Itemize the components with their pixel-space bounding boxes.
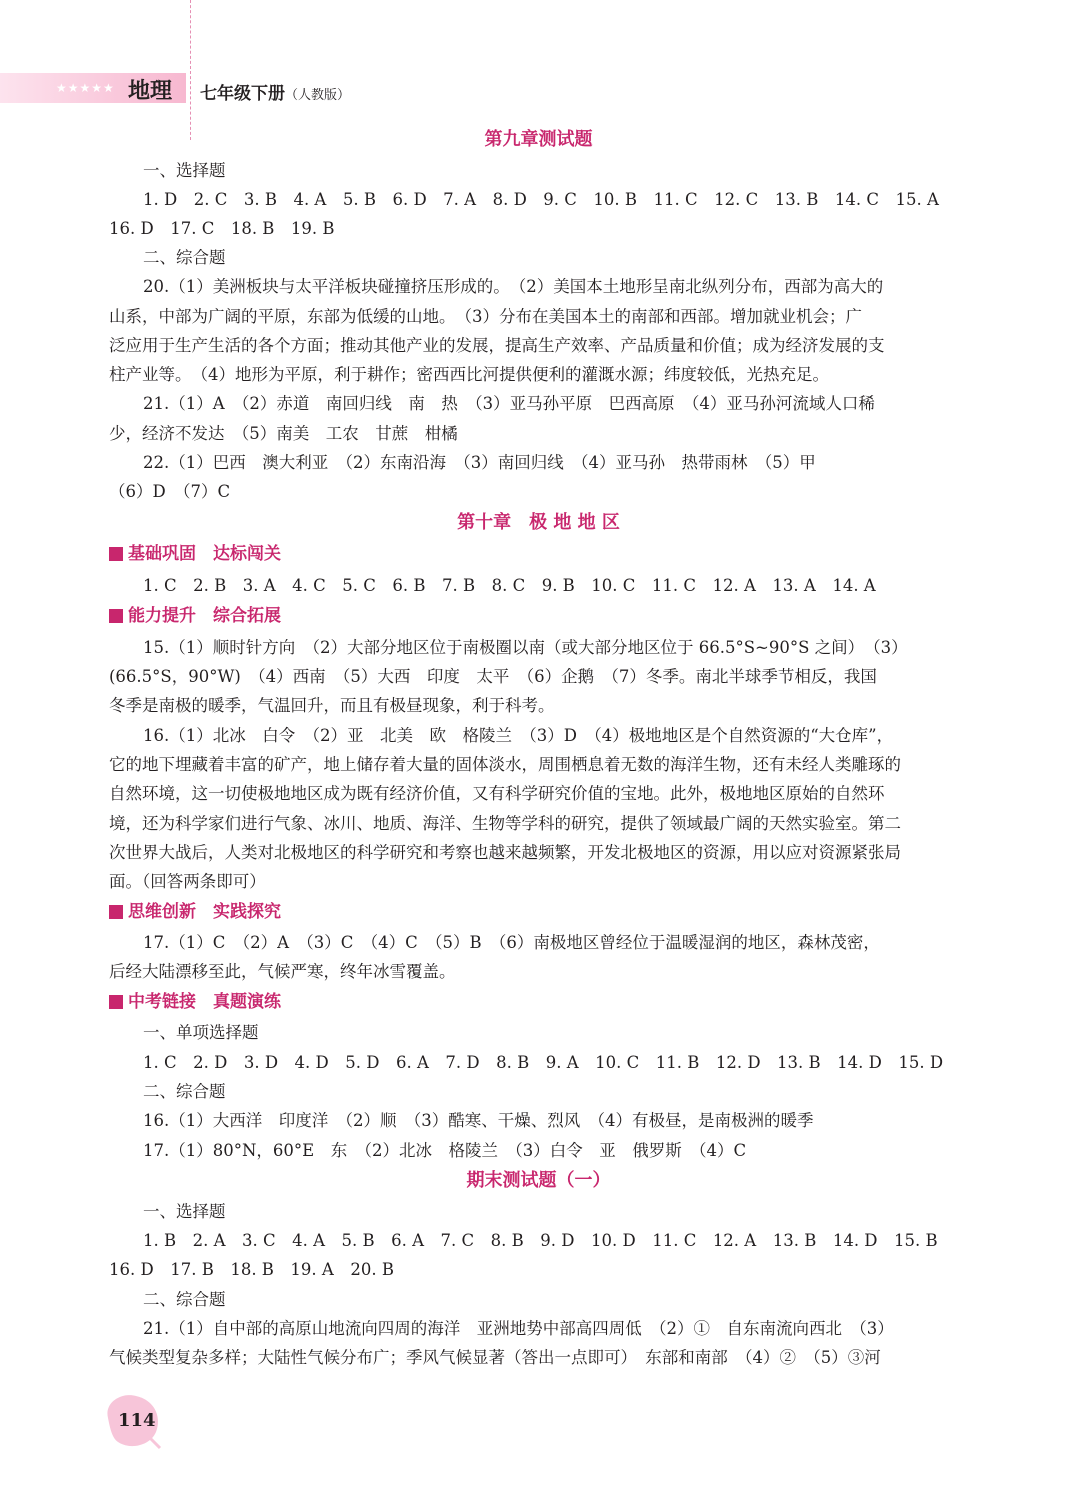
answer-line: 16. D 17. C 18. B 19. B [109, 219, 335, 238]
chapter-heading: 第九章测试题 [484, 129, 593, 150]
edition-text: （人教版） [285, 88, 351, 103]
chapter-heading: 期末测试题（一） [466, 1170, 611, 1191]
answer-line: 二、综合题 [143, 1290, 226, 1309]
answer-line: 自然环境，这一切使极地地区成为既有经济价值，又有科学研究价值的宝地。此外，极地地区原始的自然环 [109, 784, 885, 803]
section-heading [109, 605, 281, 627]
section-marker-icon [109, 547, 123, 561]
answer-line: 泛应用于生产生活的各个方面；推动其他产业的发展，提高生产效率、产品质量和价值；成为经济发展的支 [109, 336, 885, 355]
answer-line: 22.（1）巴西 澳大利亚 （2）东南沿海 （3）南回归线 （4）亚马孙 热带雨林 （5）甲 [143, 453, 816, 472]
answer-line: 1. D 2. C 3. B 4. A 5. B 6. D 7. A 8. D 9. C 10. B 11. C 12. C 13. B 14. C 15. A [143, 190, 939, 209]
grade-text: 七年级下册 [200, 84, 285, 104]
answer-line: （6）D （7）C [109, 482, 231, 501]
answer-line: 17.（1）80°N，60°E 东 （2）北冰 格陵兰 （3）白令 亚 俄罗斯 （4）C [143, 1141, 747, 1160]
section-marker-icon [109, 995, 123, 1009]
page-number: 114 [118, 1410, 156, 1431]
answer-line: 一、单项选择题 [143, 1023, 259, 1042]
section-heading-text: 基础巩固 达标闯关 [128, 544, 281, 564]
answer-line: 15.（1）顺时针方向 （2）大部分地区位于南极圈以南（或大部分地区位于 66.5°S~90°S 之间） （3） [143, 638, 908, 657]
chapter-heading: 第十章 极 地 地 区 [457, 512, 620, 533]
section-marker-icon [109, 905, 123, 919]
answer-line: 1. C 2. D 3. D 4. D 5. D 6. A 7. D 8. B 9. A 10. C 11. B 12. D 13. B 14. D 15. D [143, 1053, 944, 1072]
answer-line: 山系，中部为广阔的平原，东部为低缓的山地。 （3）分布在美国本土的南部和西部。增加就业机会；广 [109, 307, 862, 326]
section-heading [109, 901, 281, 923]
section-heading-text: 思维创新 实践探究 [128, 902, 281, 922]
answer-line: 次世界大战后，人类对北极地区的科学研究和考察也越来越频繁，开发北极地区的资源，用以应对资源紧张局 [109, 843, 901, 862]
rating-stars: ★★★★★ [56, 81, 115, 95]
answer-line: (66.5°S，90°W) （4）西南 （5）大西 印度 太平 （6）企鹅 （7）冬季。南北半球季节相反，我国 [109, 667, 877, 686]
answer-line: 它的地下埋藏着丰富的矿产，地上储存着大量的固体淡水，周围栖息着无数的海洋生物，还有未经人类雕琢的 [109, 755, 901, 774]
answer-line: 冬季是南极的暖季，气温回升，而且有极昼现象，利于科考。 [109, 696, 555, 715]
answer-line: 17.（1）C （2）A （3）C （4）C （5）B （6）南极地区曾经位于温暖湿润的地区，森林茂密， [143, 933, 880, 952]
section-marker-icon [109, 609, 123, 623]
answer-line: 二、综合题 [143, 248, 226, 267]
grade-label [200, 79, 350, 104]
answer-line: 气候类型复杂多样；大陆性气候分布广；季风气候显著（答出一点即可） 东部和南部 （4）② （5）③河 [109, 1348, 881, 1367]
answer-line: 16. D 17. B 18. B 19. A 20. B [109, 1260, 394, 1279]
answer-line: 面。（回答两条即可） [109, 872, 266, 891]
answer-line: 后经大陆漂移至此，气候严寒，终年冰雪覆盖。 [109, 962, 456, 981]
answer-line: 16.（1）北冰 白令 （2）亚 北美 欧 格陵兰 （3）D （4）极地地区是个自然资源的“大仓库”， [143, 726, 894, 745]
subject-title: 地理 [128, 79, 173, 104]
answer-line: 少，经济不发达 （5）南美 工农 甘蔗 柑橘 [109, 424, 458, 443]
section-heading-text: 能力提升 综合拓展 [128, 606, 281, 626]
section-heading [109, 991, 281, 1013]
answer-line: 1. C 2. B 3. A 4. C 5. C 6. B 7. B 8. C 9. B 10. C 11. C 12. A 13. A 14. A [143, 576, 876, 595]
answer-line: 二、综合题 [143, 1082, 226, 1101]
answer-line: 柱产业等。 （4）地形为平原，利于耕作；密西西比河提供便利的灌溉水源；纬度较低，光热充足。 [109, 365, 829, 384]
header-divider [190, 0, 191, 140]
answer-line: 21.（1）自中部的高原山地流向四周的海洋 亚洲地势中部高四周低 （2）① 自东南流向西北 （3） [143, 1319, 894, 1338]
answer-line: 21.（1）A （2）赤道 南回归线 南 热 （3）亚马孙平原 巴西高原 （4）亚马孙河流域人口稀 [143, 394, 875, 413]
section-heading [109, 543, 281, 565]
answer-line: 境，还为科学家们进行气象、冰川、地质、海洋、生物等学科的研究，提供了领域最广阔的天然实验室。第二 [109, 814, 901, 833]
answer-line: 1. B 2. A 3. C 4. A 5. B 6. A 7. C 8. B 9. D 10. D 11. C 12. A 13. B 14. D 15. B [143, 1231, 938, 1250]
answer-line: 一、选择题 [143, 161, 226, 180]
answer-line: 20.（1）美洲板块与太平洋板块碰撞挤压形成的。 （2）美国本土地形呈南北纵列分布，西部为高大的 [143, 277, 884, 296]
section-heading-text: 中考链接 真题演练 [128, 992, 281, 1012]
answer-line: 一、选择题 [143, 1202, 226, 1221]
answer-line: 16.（1）大西洋 印度洋 （2）顺 （3）酷寒、干燥、烈风 （4）有极昼，是南极洲的暖季 [143, 1111, 814, 1130]
